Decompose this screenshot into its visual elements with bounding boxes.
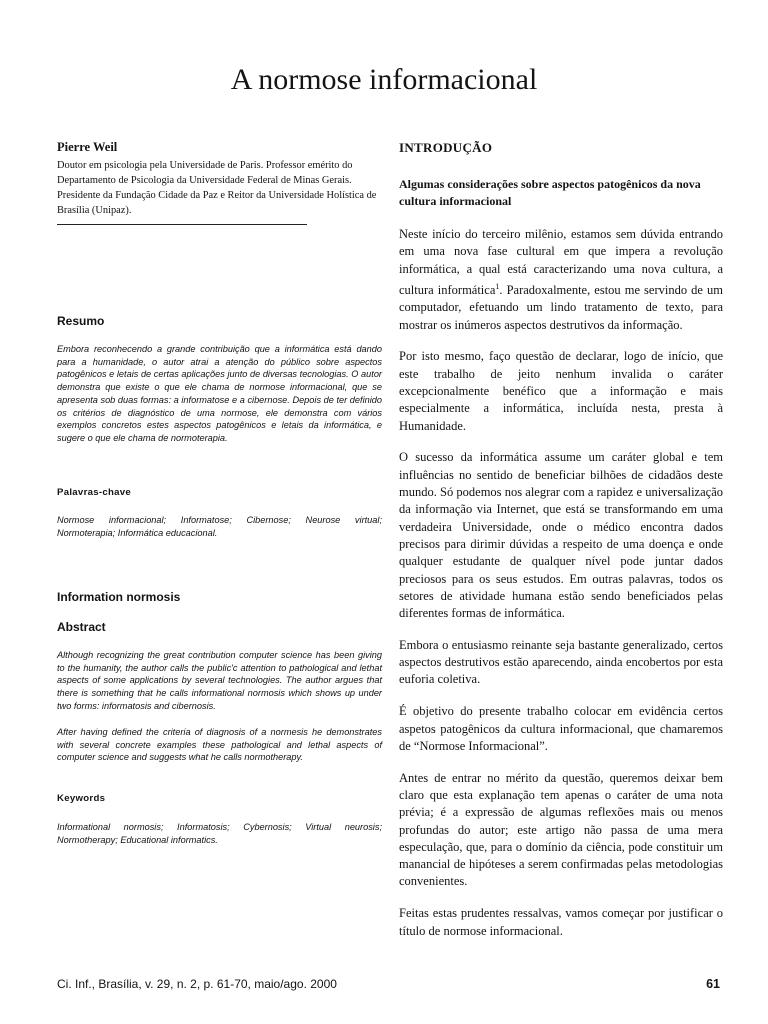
abstract-text-continued: After having defined the criteria of diagnosis of a normesis he demonstrates with several concrete examples these pathological and lethal aspects of computer science and suggests what he calls normotherapy. xyxy=(57,727,382,763)
body-paragraph-7: Feitas estas prudentes ressalvas, vamos começar por justificar o título de normose informacional. xyxy=(399,906,723,938)
footnote-marker: 1 xyxy=(495,281,500,291)
keywords-text: Informational normosis; Informatosis; Cybernosis; Virtual neurosis; Normotherapy; Educational informatics. xyxy=(57,822,382,845)
author-name: Pierre Weil xyxy=(57,140,118,154)
section-subheading: Algumas considerações sobre aspectos patogênicos da nova cultura informacional xyxy=(399,177,701,208)
abstract-text: Although recognizing the great contribution computer science has been giving to the humanity, the author calls the public'c attention to pathological and lethat aspects of some applications by several technologies. The author argues that there is something that he calls informational normosis which shows up under two forms: informatosis and cibernosis. xyxy=(57,650,382,711)
resumo-text: Embora reconhecendo a grande contribuição que a informática está dando para a humanidade, o autor atrai a atenção do público sobre aspectos patogênicos e letais de certas aplicações junto de diversas tecnologias. O autor demonstra que existe o que ele chama de normose informacional, que se apresenta sob duas formas: a informatose e a cibernose. Depois de ter definido os critérios de diagnóstico de uma normose, ele demonstra com vários exemplos concretos estes aspectos patogênicos e letais da informática, e sugere o que ele chama de normoterapia. xyxy=(57,344,382,443)
palavras-chave-heading: Palavras-chave xyxy=(57,487,132,498)
body-paragraph-3: O sucesso da informática assume um caráter global e tem influências no sentido de beneficiar bilhões de cidadãos deste mundo. Só podemos nos alegrar com a rapidez e universalização da informação via Internet, que está se transformando em uma verdadeira Universidade, onde o médico encontra dados precisos para dirimir dúvidas a respeito de uma doença e onde qualquer estudante de qualquer nível pode juntar dados preciosos para os seus estudos. Em outras palavras, todos os setores de atividade humana estão sendo beneficiados pelas diferentes formas de informática. xyxy=(399,450,723,621)
body-paragraph-6: Antes de entrar no mérito da questão, queremos deixar bem claro que esta explanação tem apenas o caráter de uma nota prévia; é a expressão de algumas reflexões mais ou menos profundas do autor; este artigo não passa de uma mera especulação, que, para o domínio da ciência, pode constituir um manancial de hipóteses a serem confirmadas pelas metodologias convenientes. xyxy=(399,770,723,889)
body-paragraph-4: Embora o entusiasmo reinante seja bastante generalizado, certos aspectos destrutivos estão aparecendo, ainda encobertos por esta euforia coletiva. xyxy=(399,637,723,687)
abstract-heading: Abstract xyxy=(57,620,106,634)
palavras-chave-text: Normose informacional; Informatose; Cibernose; Neurose virtual; Normoterapia; Informática educacional. xyxy=(57,515,382,538)
section-heading: INTRODUÇÃO xyxy=(399,140,493,155)
page-number: 61 xyxy=(706,977,720,991)
article-title: A normose informacional xyxy=(230,63,538,96)
author-affiliation: Doutor em psicologia pela Universidade de Paris. Professor emérito do Departamento de Psicologia da Universidade Federal de Minas Gerais. Presidente da Fundação Cidade da Paz e Reitor da Universidade Holística de Brasília (Unipaz). xyxy=(57,160,377,216)
keywords-heading: Keywords xyxy=(57,793,106,804)
left-column xyxy=(57,140,382,845)
right-column xyxy=(399,140,723,954)
footer-citation: Ci. Inf., Brasília, v. 29, n. 2, p. 61-70, maio/ago. 2000 xyxy=(57,977,337,991)
resumo-heading: Resumo xyxy=(57,314,105,328)
english-title: Information normosis xyxy=(57,590,181,604)
body-paragraph-1-text-rest: . Paradoxalmente, estou me servindo de um computador, efetuando um lindo tratamento de texto, para mostrar os inúmeros aspectos destrutivos da informação. xyxy=(399,283,724,332)
affiliation-divider xyxy=(57,224,307,225)
body-paragraph-1 xyxy=(399,226,723,334)
body-paragraph-2: Por isto mesmo, faço questão de declarar, logo de início, que este trabalho de jeito nenhum invalida o caráter excepcionalmente benéfico que a informação e mais especialmente a informática, incluída nesta, presta à Humanidade. xyxy=(399,349,723,433)
body-paragraph-1-text: Neste início do terceiro milênio, estamos sem dúvida entrando em uma nova fase cultural em que impera a revolução informática, a qual está caracterizando uma nova cultura, a cultura informática xyxy=(399,227,723,298)
body-paragraph-5: É objetivo do presente trabalho colocar em evidência certos aspetos patogênicos da cultura informacional, que chamaremos de “Normose Informacional”. xyxy=(399,704,723,753)
